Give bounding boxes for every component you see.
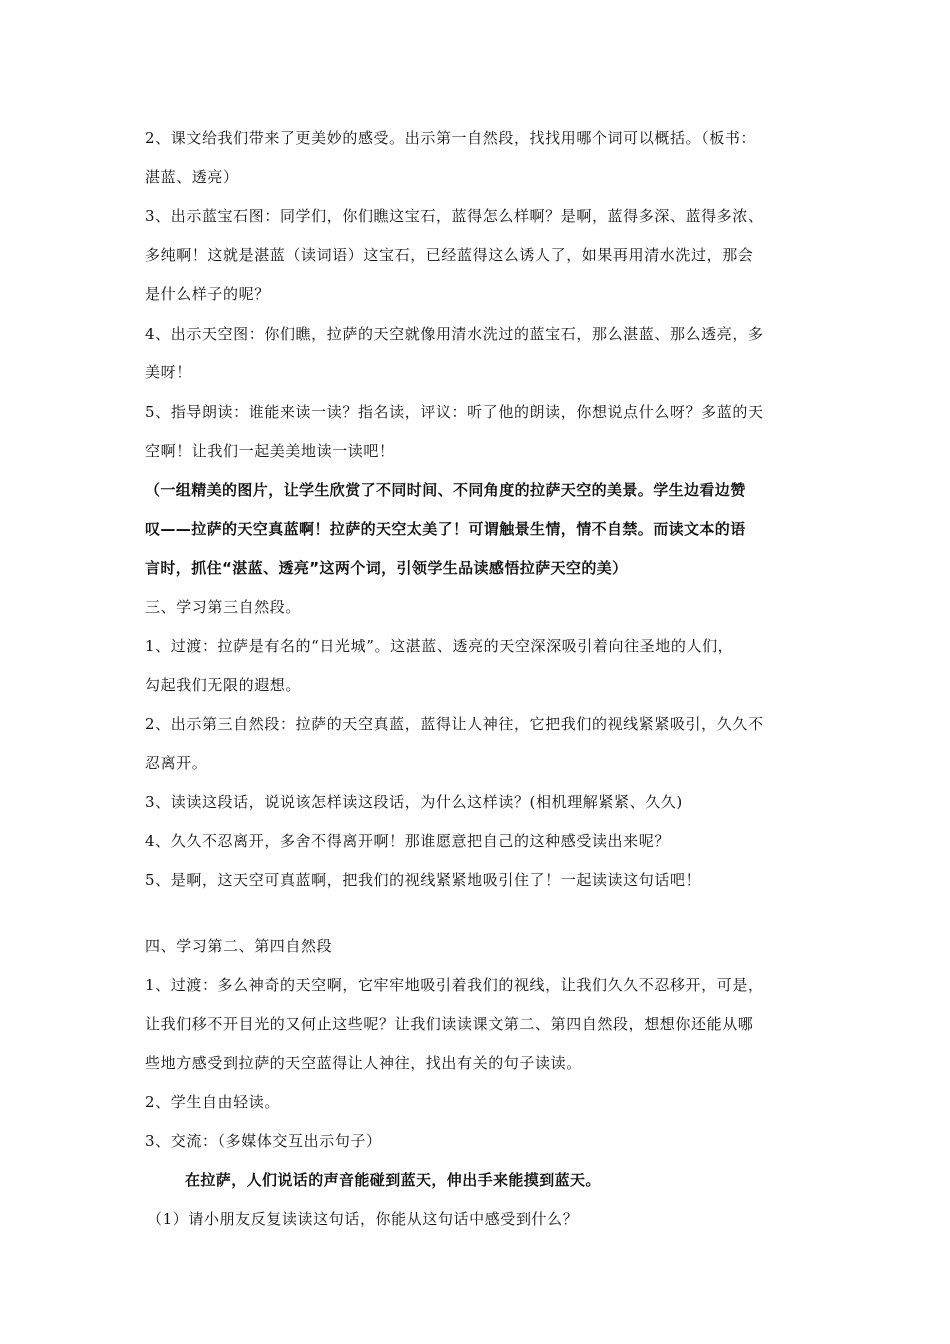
paragraph-line: 美呀！ xyxy=(145,363,192,381)
paragraph-line: 4、久久不忍离开，多舍不得离开啊！那谁愿意把自己的这种感受读出来呢？ xyxy=(145,832,670,850)
section-heading: 四、学习第二、第四自然段 xyxy=(145,937,333,955)
paragraph-line: 2、学生自由轻读。 xyxy=(145,1093,280,1111)
paragraph-line: 是什么样子的呢？ xyxy=(145,285,270,303)
section-heading: 三、学习第三自然段。 xyxy=(145,598,302,616)
paragraph-line: 3、交流：（多媒体交互出示句子） xyxy=(145,1132,382,1150)
paragraph-line: 5、指导朗读：谁能来读一读？指名读，评议：听了他的朗读，你想说点什么呀？多蓝的天 xyxy=(145,403,764,421)
paragraph-line: 3、出示蓝宝石图：同学们，你们瞧这宝石，蓝得怎么样啊？是啊，蓝得多深、蓝得多浓、 xyxy=(145,207,764,225)
paragraph-line: 空啊！让我们一起美美地读一读吧！ xyxy=(145,442,395,460)
paragraph-line: 4、出示天空图：你们瞧，拉萨的天空就像用清水洗过的蓝宝石，那么湛蓝、那么透亮，多 xyxy=(145,325,764,343)
question-line: （1）请小朋友反复读读这句话，你能从这句话中感受到什么？ xyxy=(147,1210,579,1228)
paragraph-line: 1、过渡：多么神奇的天空啊，它牢牢地吸引着我们的视线，让我们久久不忍移开，可是， xyxy=(145,976,764,994)
commentary-line: （一组精美的图片，让学生欣赏了不同时间、不同角度的拉萨天空的美景。学生边看边赞 xyxy=(145,481,746,499)
paragraph-line: 3、读读这段话，说说该怎样读这段话，为什么这样读？(相机理解紧紧、久久) xyxy=(145,793,683,811)
paragraph-line: 湛蓝、透亮） xyxy=(145,168,239,186)
commentary-line: 叹——拉萨的天空真蓝啊！拉萨的天空太美了！可谓触景生情，情不自禁。而读文本的语 xyxy=(145,520,746,538)
paragraph-line: 5、是啊，这天空可真蓝啊，把我们的视线紧紧地吸引住了！一起读读这句话吧！ xyxy=(145,871,702,889)
paragraph-line: 2、课文给我们带来了更美妙的感受。出示第一自然段，找找用哪个词可以概括。（板书： xyxy=(145,129,757,147)
paragraph-line: 2、出示第三自然段：拉萨的天空真蓝，蓝得让人神往，它把我们的视线紧紧吸引，久久不 xyxy=(145,715,764,733)
quoted-sentence: 在拉萨，人们说话的声音能碰到蓝天，伸出手来能摸到蓝天。 xyxy=(185,1171,601,1189)
paragraph-line: 多纯啊！这就是湛蓝（读词语）这宝石，已经蓝得这么诱人了，如果再用清水洗过，那会 xyxy=(145,246,754,264)
paragraph-line: 忍离开。 xyxy=(145,754,208,772)
paragraph-line: 勾起我们无限的遐想。 xyxy=(145,676,302,694)
paragraph-line: 让我们移不开目光的又何止这些呢？让我们读读课文第二、第四自然段，想想你还能从哪 xyxy=(145,1015,754,1033)
paragraph-line: 1、过渡：拉萨是有名的“日光城”。这湛蓝、透亮的天空深深吸引着向往圣地的人们， xyxy=(145,637,734,655)
commentary-line: 言时，抓住“湛蓝、透亮”这两个词，引领学生品读感悟拉萨天空的美） xyxy=(145,559,628,577)
paragraph-line: 些地方感受到拉萨的天空蓝得让人神往，找出有关的句子读读。 xyxy=(145,1054,582,1072)
